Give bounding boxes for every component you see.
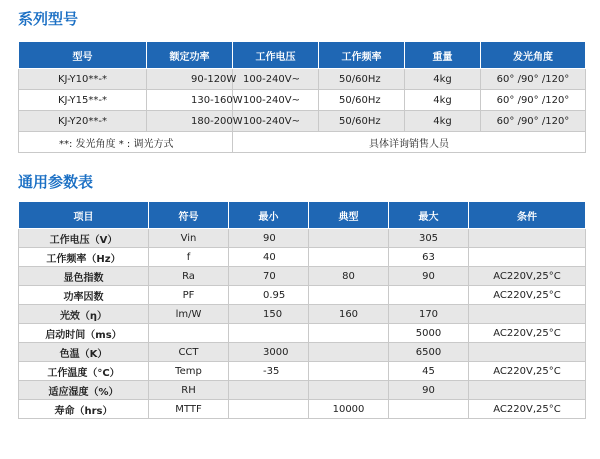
cell-max: 45 bbox=[389, 362, 469, 381]
table-row bbox=[19, 400, 586, 419]
cell-symbol: Ra bbox=[149, 267, 229, 286]
col-header-condition: 条件 bbox=[469, 202, 586, 229]
cell-max: 6500 bbox=[389, 343, 469, 362]
cell-voltage: 100-240V~ bbox=[233, 90, 319, 111]
table-row bbox=[19, 248, 586, 267]
cell-typical bbox=[309, 381, 389, 400]
series-section-title: 系列型号 bbox=[18, 10, 79, 28]
col-header-model: 型号 bbox=[19, 42, 147, 69]
cell-min: 90 bbox=[229, 229, 309, 248]
params-header-row bbox=[19, 202, 586, 229]
table-row bbox=[19, 229, 586, 248]
cell-item: 工作电压（V） bbox=[19, 229, 149, 248]
cell-voltage: 100-240V~ bbox=[233, 69, 319, 90]
cell-condition: AC220V,25°C bbox=[469, 400, 586, 419]
cell-symbol bbox=[149, 324, 229, 343]
cell-max bbox=[389, 286, 469, 305]
cell-symbol: PF bbox=[149, 286, 229, 305]
cell-voltage: 100-240V~ bbox=[233, 111, 319, 132]
col-header-max: 最大 bbox=[389, 202, 469, 229]
cell-condition: AC220V,25°C bbox=[469, 324, 586, 343]
note-contact: 具体详询销售人员 bbox=[233, 132, 586, 153]
cell-condition bbox=[469, 381, 586, 400]
cell-model: KJ-Y20**-* bbox=[19, 111, 147, 132]
cell-symbol: f bbox=[149, 248, 229, 267]
note-row bbox=[19, 132, 586, 153]
cell-typical bbox=[309, 248, 389, 267]
cell-symbol: Temp bbox=[149, 362, 229, 381]
cell-typical: 160 bbox=[309, 305, 389, 324]
cell-angle: 60° /90° /120° bbox=[481, 69, 586, 90]
col-header-typical: 典型 bbox=[309, 202, 389, 229]
cell-frequency: 50/60Hz bbox=[319, 111, 405, 132]
cell-min: 40 bbox=[229, 248, 309, 267]
table-row bbox=[19, 305, 586, 324]
cell-max: 90 bbox=[389, 381, 469, 400]
col-header-rated-power: 额定功率 bbox=[147, 42, 233, 69]
cell-min: -35 bbox=[229, 362, 309, 381]
cell-min bbox=[229, 400, 309, 419]
col-header-min: 最小 bbox=[229, 202, 309, 229]
cell-condition: AC220V,25°C bbox=[469, 267, 586, 286]
cell-typical bbox=[309, 286, 389, 305]
cell-typical: 80 bbox=[309, 267, 389, 286]
cell-typical: 10000 bbox=[309, 400, 389, 419]
cell-min bbox=[229, 324, 309, 343]
table-row bbox=[19, 69, 586, 90]
table-row bbox=[19, 267, 586, 286]
cell-model: KJ-Y15**-* bbox=[19, 90, 147, 111]
cell-min: 0.95 bbox=[229, 286, 309, 305]
cell-condition bbox=[469, 305, 586, 324]
cell-angle: 60° /90° /120° bbox=[481, 90, 586, 111]
cell-frequency: 50/60Hz bbox=[319, 69, 405, 90]
table-row bbox=[19, 362, 586, 381]
cell-frequency: 50/60Hz bbox=[319, 90, 405, 111]
col-header-weight: 重量 bbox=[405, 42, 481, 69]
cell-weight: 4kg bbox=[405, 111, 481, 132]
cell-item: 工作频率（Hz） bbox=[19, 248, 149, 267]
cell-condition bbox=[469, 248, 586, 267]
cell-typical bbox=[309, 324, 389, 343]
col-header-item: 项目 bbox=[19, 202, 149, 229]
cell-item: 显色指数 bbox=[19, 267, 149, 286]
cell-item: 光效（η） bbox=[19, 305, 149, 324]
cell-symbol: MTTF bbox=[149, 400, 229, 419]
cell-condition: AC220V,25°C bbox=[469, 286, 586, 305]
cell-max: 90 bbox=[389, 267, 469, 286]
cell-min: 3000 bbox=[229, 343, 309, 362]
cell-typical bbox=[309, 343, 389, 362]
cell-item: 工作温度（°C） bbox=[19, 362, 149, 381]
cell-max: 305 bbox=[389, 229, 469, 248]
cell-item: 适应湿度（%） bbox=[19, 381, 149, 400]
cell-angle: 60° /90° /120° bbox=[481, 111, 586, 132]
cell-item: 功率因数 bbox=[19, 286, 149, 305]
cell-power: 180-200W bbox=[147, 111, 233, 132]
note-legend: **: 发光角度 * : 调光方式 bbox=[19, 132, 233, 153]
cell-symbol: Vin bbox=[149, 229, 229, 248]
cell-power: 90-120W bbox=[147, 69, 233, 90]
table-row bbox=[19, 381, 586, 400]
cell-max: 170 bbox=[389, 305, 469, 324]
cell-item: 色温（K） bbox=[19, 343, 149, 362]
cell-symbol: RH bbox=[149, 381, 229, 400]
col-header-beam-angle: 发光角度 bbox=[481, 42, 586, 69]
col-header-frequency: 工作频率 bbox=[319, 42, 405, 69]
cell-max bbox=[389, 400, 469, 419]
cell-min: 150 bbox=[229, 305, 309, 324]
series-header-row bbox=[19, 42, 586, 69]
cell-condition: AC220V,25°C bbox=[469, 362, 586, 381]
cell-typical bbox=[309, 362, 389, 381]
cell-item: 启动时间（ms） bbox=[19, 324, 149, 343]
table-row bbox=[19, 343, 586, 362]
cell-min: 70 bbox=[229, 267, 309, 286]
cell-model: KJ-Y10**-* bbox=[19, 69, 147, 90]
cell-max: 5000 bbox=[389, 324, 469, 343]
cell-power: 130-160W bbox=[147, 90, 233, 111]
cell-max: 63 bbox=[389, 248, 469, 267]
cell-weight: 4kg bbox=[405, 69, 481, 90]
col-header-symbol: 符号 bbox=[149, 202, 229, 229]
cell-typical bbox=[309, 229, 389, 248]
table-row bbox=[19, 90, 586, 111]
cell-weight: 4kg bbox=[405, 90, 481, 111]
cell-item: 寿命（hrs） bbox=[19, 400, 149, 419]
cell-symbol: lm/W bbox=[149, 305, 229, 324]
params-table bbox=[18, 201, 586, 419]
params-section-title: 通用参数表 bbox=[18, 173, 94, 191]
cell-condition bbox=[469, 229, 586, 248]
cell-min bbox=[229, 381, 309, 400]
table-row bbox=[19, 286, 586, 305]
cell-condition bbox=[469, 343, 586, 362]
series-table bbox=[18, 41, 586, 153]
cell-symbol: CCT bbox=[149, 343, 229, 362]
table-row bbox=[19, 324, 586, 343]
col-header-voltage: 工作电压 bbox=[233, 42, 319, 69]
table-row bbox=[19, 111, 586, 132]
